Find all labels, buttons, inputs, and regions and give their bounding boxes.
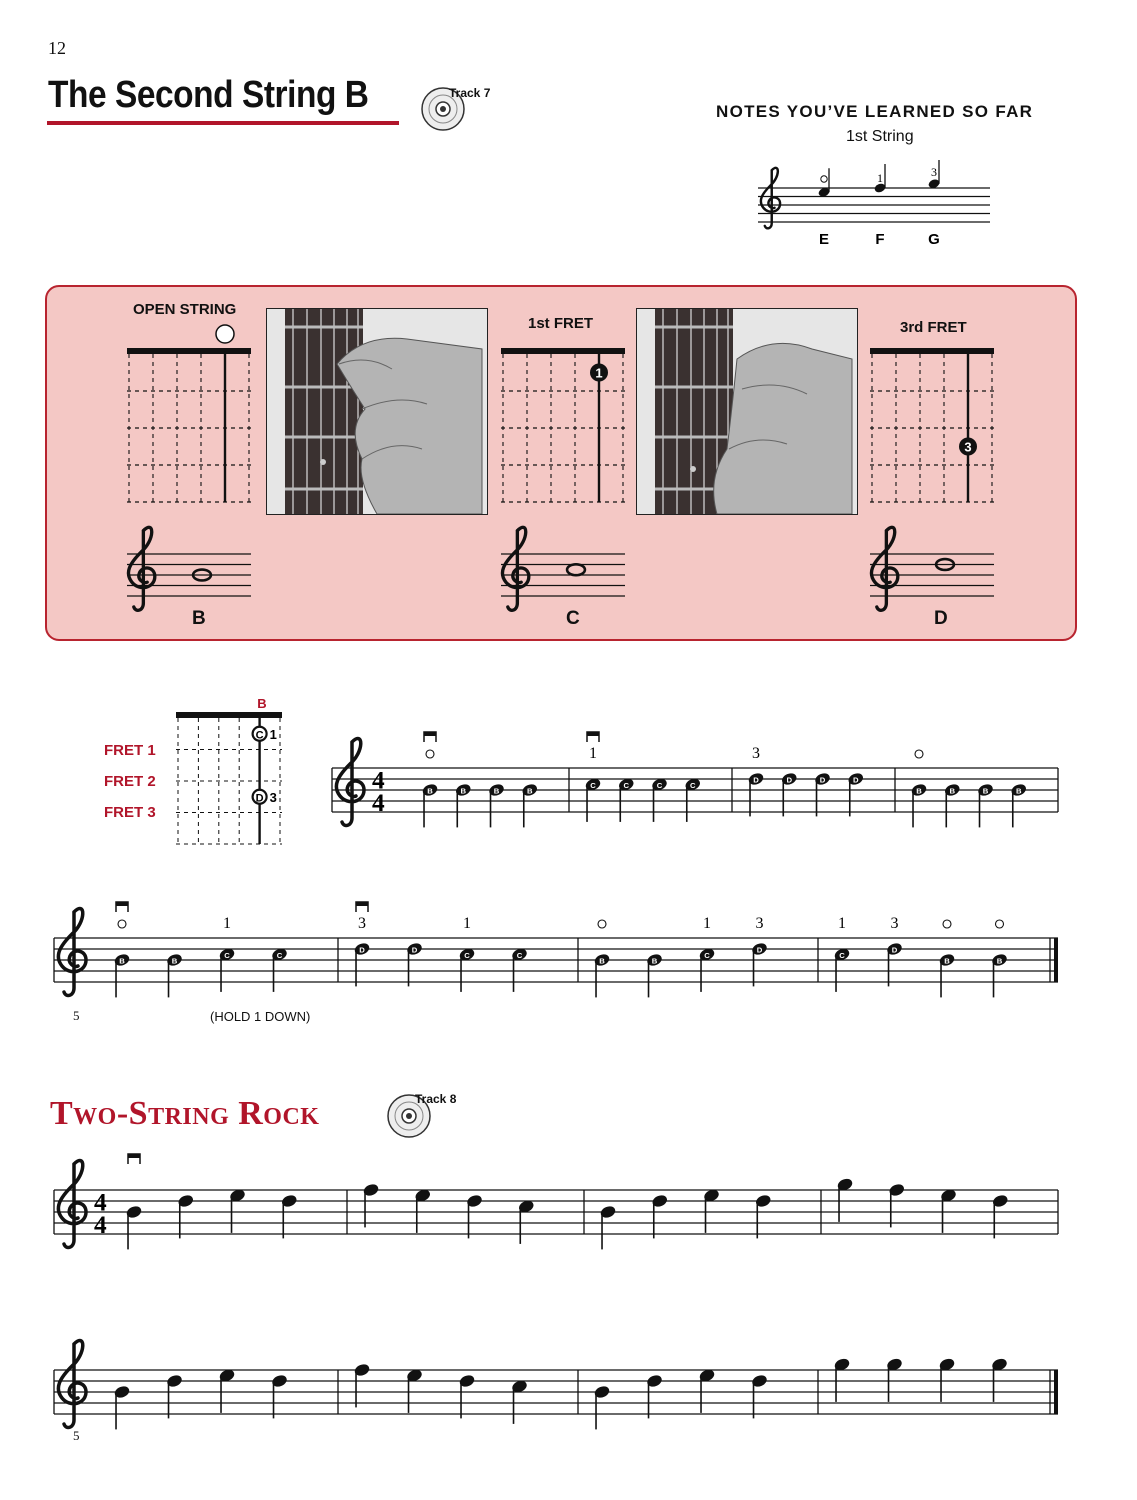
- exercise-staff-line-2: [50, 892, 1070, 1022]
- note-head-label: B: [427, 786, 433, 796]
- finger-number: 3: [755, 915, 764, 932]
- song-measure-number: 5: [73, 1428, 80, 1443]
- diagram-label-fret3: 3rd FRET: [900, 319, 967, 336]
- note-head-label: B: [651, 956, 658, 966]
- finger-number: 1: [877, 171, 883, 185]
- hand-photo-open: [266, 308, 488, 515]
- measure-number: 5: [73, 1008, 80, 1023]
- time-signature-top: 4: [372, 766, 385, 795]
- fret-chart: [170, 694, 300, 854]
- final-barline-thick: [1054, 938, 1058, 982]
- treble-clef-icon: [761, 168, 780, 228]
- note-head-label: B: [599, 956, 605, 966]
- finger-number: 3: [890, 915, 899, 932]
- treble-clef-icon: [128, 527, 154, 610]
- note-head-label: B: [171, 956, 178, 966]
- treble-clef-icon: [502, 527, 528, 610]
- hold-instruction: (HOLD 1 DOWN): [210, 1009, 311, 1024]
- time-signature-top: 4: [94, 1188, 107, 1217]
- note-name: G: [928, 231, 940, 248]
- lesson-title: The Second String B: [48, 74, 369, 116]
- note-head-label: B: [996, 956, 1003, 966]
- note-panel: [45, 285, 1077, 641]
- finger-number: 3: [358, 915, 366, 932]
- note-head-label: C: [704, 951, 710, 960]
- fretboard-diagram: [127, 325, 251, 502]
- treble-clef-icon: [871, 527, 897, 610]
- note-head-label: B: [119, 956, 125, 966]
- learned-notes-staff: [758, 160, 998, 250]
- note-head-label: C: [224, 951, 230, 960]
- note-head-label: B: [944, 956, 950, 966]
- nut: [870, 348, 994, 354]
- finger-number: 1: [463, 915, 471, 932]
- nut: [127, 348, 251, 354]
- note-head-label: D: [852, 775, 859, 785]
- fret-marker-note: C: [255, 729, 264, 742]
- open-string-marker: [915, 750, 923, 758]
- note-head-label: D: [891, 945, 898, 955]
- note-head-label: C: [656, 781, 663, 790]
- note-head-label: B: [526, 786, 533, 796]
- note-head-label: D: [819, 775, 826, 785]
- time-signature-bottom: 4: [372, 788, 385, 817]
- nut: [501, 348, 625, 354]
- fret-marker-note: D: [255, 792, 264, 805]
- note-head-label: C: [276, 951, 283, 960]
- string-name-label: B: [257, 696, 267, 711]
- note-head-label: D: [786, 775, 793, 785]
- note-name-d: D: [934, 608, 948, 629]
- finger-dot-number: 1: [595, 365, 603, 381]
- finger-dot-number: 3: [964, 439, 972, 455]
- open-string-marker: [821, 176, 827, 182]
- open-string-marker: [996, 920, 1004, 928]
- finger-number: 1: [589, 745, 597, 762]
- note-head-label: D: [359, 945, 365, 955]
- exercise-staff-line-1: [330, 720, 1070, 850]
- note-head-label: D: [411, 945, 418, 955]
- hand-photo-fret: [636, 308, 858, 515]
- open-string-marker: [426, 750, 434, 758]
- time-signature-bottom: 4: [94, 1210, 107, 1239]
- song-staff-line-1: [50, 1150, 1070, 1270]
- fret-label-1: FRET 1: [104, 742, 156, 759]
- finger-number: 3: [931, 165, 937, 179]
- note-head-label: B: [916, 786, 922, 796]
- note-head-label: C: [689, 781, 696, 790]
- nut: [176, 712, 282, 718]
- final-barline-thick: [1054, 1370, 1058, 1414]
- note-head-label: C: [839, 951, 845, 960]
- fretboard-diagram: [870, 348, 994, 502]
- note-head-label: B: [460, 786, 467, 796]
- string-caption: 1st String: [846, 128, 914, 145]
- note-name: F: [875, 231, 885, 248]
- note-head-label: C: [590, 781, 596, 790]
- open-string-marker: [216, 325, 234, 343]
- track-label: Track 7: [449, 86, 491, 100]
- whole-note: [567, 564, 585, 575]
- fret-label-2: FRET 2: [104, 773, 156, 790]
- song-title: Two-String Rock: [50, 1095, 320, 1132]
- finger-number: 1: [838, 915, 846, 932]
- finger-number: 1: [223, 915, 231, 932]
- note-head-label: C: [464, 951, 470, 960]
- note-head-label: B: [1015, 786, 1022, 796]
- fret-marker-finger: 1: [269, 726, 277, 742]
- open-string-marker: [943, 920, 951, 928]
- finger-number: 1: [703, 915, 711, 932]
- note-head-label: C: [516, 951, 523, 960]
- page-number: 12: [48, 38, 66, 58]
- note-head-label: D: [753, 775, 759, 785]
- song-staff-line-2: [50, 1330, 1070, 1450]
- open-string-marker: [598, 920, 606, 928]
- diagram-label-fret1: 1st FRET: [528, 315, 594, 332]
- notes-learned-heading: NOTES YOU’VE LEARNED SO FAR: [716, 102, 1034, 121]
- panel-graphics: [47, 287, 1079, 643]
- note-head-label: D: [756, 945, 763, 955]
- finger-number: 3: [752, 745, 760, 762]
- song-track-label: Track 8: [415, 1092, 457, 1106]
- fretboard-diagram: [501, 348, 625, 502]
- note-name-c: C: [566, 608, 580, 629]
- open-string-marker: [118, 920, 126, 928]
- fret-label-3: FRET 3: [104, 804, 156, 821]
- note-name-b: B: [192, 608, 206, 629]
- note-head-label: B: [493, 786, 500, 796]
- note-head-label: C: [623, 781, 630, 790]
- fret-marker-finger: 3: [269, 789, 277, 805]
- diagram-label-open: OPEN STRING: [133, 301, 237, 318]
- note-head-label: B: [949, 786, 956, 796]
- title-underline: [47, 121, 399, 125]
- note-head-label: B: [982, 786, 989, 796]
- note-name: E: [818, 231, 830, 248]
